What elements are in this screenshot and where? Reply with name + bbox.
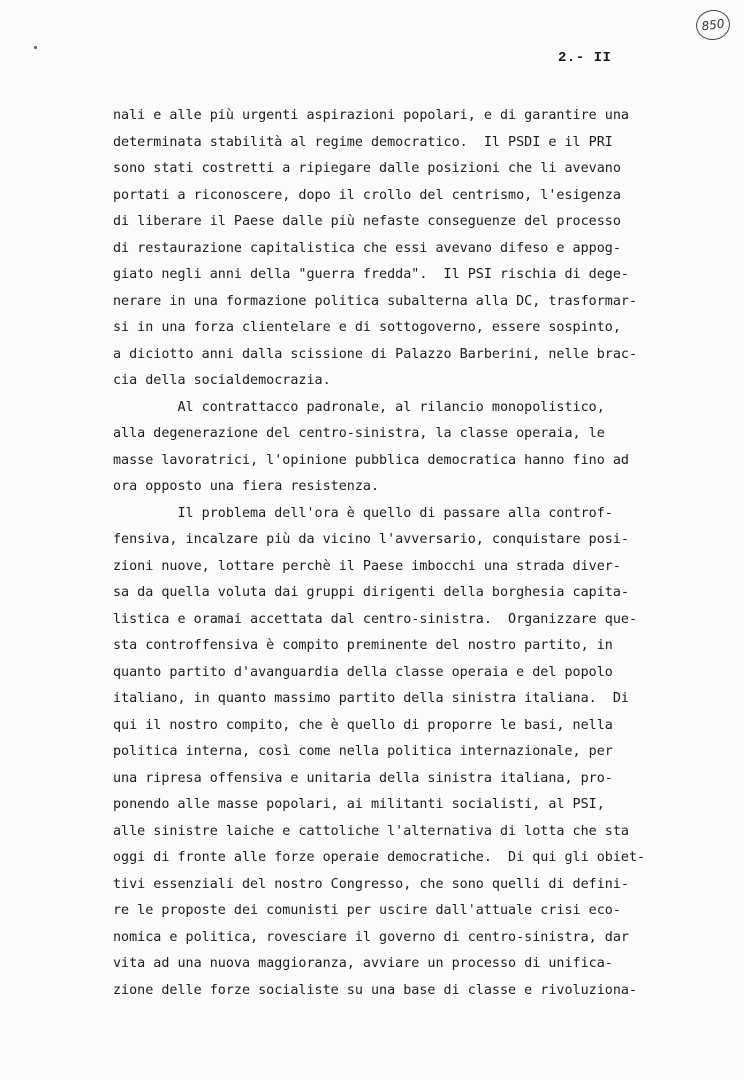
text-line: giato negli anni della "guerra fredda". Il PSI rischia di dege-	[113, 267, 629, 282]
text-line: determinata stabilità al regime democratico. Il PSDI e il PRI	[113, 134, 613, 150]
text-line: quanto partito d'avanguardia della classe operaia e del popolo	[113, 664, 613, 680]
text-line: qui il nostro compito, che è quello di proporre le basi, nella	[113, 717, 613, 733]
text-line: zioni nuove, lottare perchè il Paese imbocchi una strada diver-	[113, 558, 621, 574]
text-line: portati a riconoscere, dopo il crollo del centrismo, l'esigenza	[113, 187, 621, 203]
text-line: cia della socialdemocrazia.	[113, 373, 331, 388]
text-line: tivi essenziali del nostro Congresso, che sono quelli di defini-	[113, 876, 629, 892]
text-line: masse lavoratrici, l'opinione pubblica democratica hanno fino ad	[113, 452, 629, 468]
text-line: ora opposto una fiera resistenza.	[113, 479, 380, 494]
text-line: sta controffensiva è compito preminente del nostro partito, in	[113, 638, 613, 653]
text-line: oggi di fronte alle forze operaie democratiche. Di qui gli obiet-	[113, 850, 646, 865]
text-line: sono stati costretti a ripiegare dalle posizioni che li avevano	[113, 161, 621, 176]
text-line: ponendo alle masse popolari, ai militanti socialisti, al PSI,	[113, 797, 605, 812]
text-line: politica interna, così come nella politica internazionale, per	[113, 744, 613, 759]
margin-mark	[34, 46, 37, 49]
text-line: di restaurazione capitalistica che essi avevano difeso e appog-	[113, 240, 621, 256]
text-line: si in una forza clientelare e di sottogoverno, essere sospinto,	[113, 320, 621, 335]
text-line: nerare in una formazione politica subalterna alla DC, trasformar-	[113, 293, 638, 309]
text-line: una ripresa offensiva e unitaria della sinistra italiana, pro-	[113, 770, 613, 786]
text-line: a diciotto anni dalla scissione di Palazzo Barberini, nelle brac-	[113, 346, 638, 362]
archive-stamp: 850	[694, 8, 732, 42]
text-line: italiano, in quanto massimo partito della sinistra italiana. Di	[113, 691, 629, 706]
text-line: sa da quella voluta dai gruppi dirigenti della borghesia capita-	[113, 585, 629, 600]
text-line: alle sinistre laiche e cattoliche l'alternativa di lotta che sta	[113, 823, 629, 839]
text-line: re le proposte dei comunisti per uscire dall'attuale crisi eco-	[113, 903, 621, 918]
text-line: zione delle forze socialiste su una base di classe e rivoluziona-	[113, 982, 638, 998]
page-number: 2.- II	[558, 50, 612, 66]
text-line: di liberare il Paese dalle più nefaste conseguenze del processo	[113, 214, 621, 229]
text-line: nomica e politica, rovesciare il governo di centro-sinistra, dar	[113, 929, 629, 945]
text-line: vita ad una nuova maggioranza, avviare un processo di unifica-	[113, 956, 613, 971]
body-text	[113, 103, 713, 1004]
text-line: Al contrattacco padronale, al rilancio monopolistico,	[113, 399, 605, 415]
text-line: listica e oramai accettata dal centro-sinistra. Organizzare que-	[113, 611, 638, 627]
text-line: nali e alle più urgenti aspirazioni popolari, e di garantire una	[113, 108, 629, 123]
text-line: fensiva, incalzare più da vicino l'avversario, conquistare posi-	[113, 532, 629, 547]
text-line: alla degenerazione del centro-sinistra, la classe operaia, le	[113, 426, 605, 441]
text-line: Il problema dell'ora è quello di passare alla controf-	[113, 505, 613, 521]
